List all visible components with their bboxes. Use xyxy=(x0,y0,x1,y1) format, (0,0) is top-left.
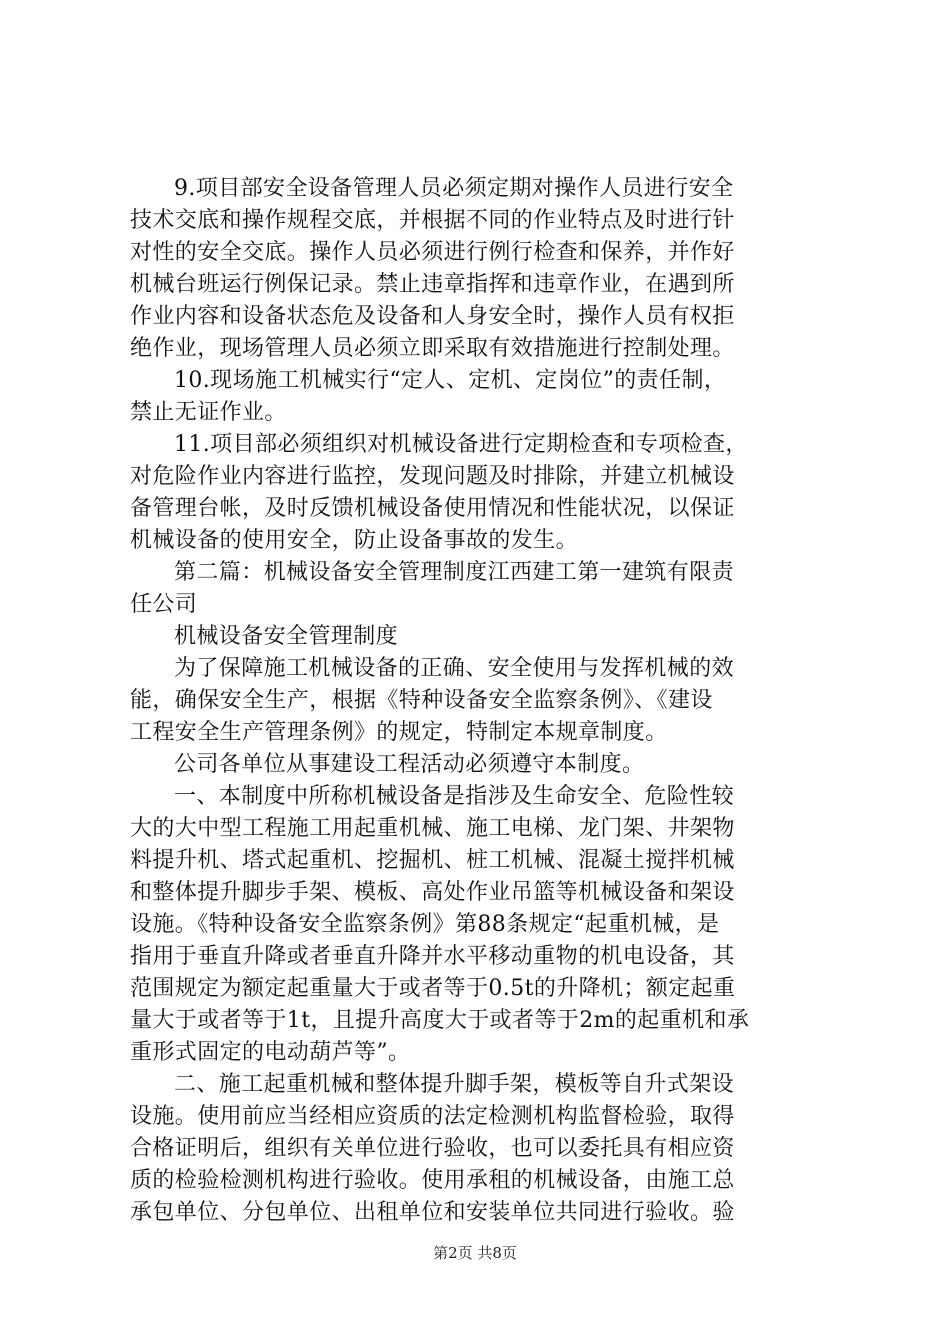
text-line: 为了保障施工机械设备的正确、安全使用与发挥机械的效 xyxy=(174,656,735,681)
text-line: 设施。使用前应当经相应资质的法定检测机构监督检验，取得 xyxy=(130,1104,735,1129)
text-line: 一、本制度中所称机械设备是指涉及生命安全、危险性较 xyxy=(174,784,735,809)
page-footer: 第2页 共8页 xyxy=(433,1244,517,1262)
text-line: 10.现场施工机械实行“定人、定机、定岗位”的责任制， xyxy=(174,368,727,393)
text-line: 大的大中型工程施工用起重机械、施工电梯、龙门架、井架物 xyxy=(130,816,735,841)
text-line: 作业内容和设备状态危及设备和人身安全时，操作人员有权拒 xyxy=(130,304,735,329)
text-line: 能，确保安全生产，根据《特种设备安全监察条例》、《建设 xyxy=(130,688,713,713)
text-line: 公司各单位从事建设工程活动必须遵守本制度。 xyxy=(174,752,645,777)
text-line: 任公司 xyxy=(130,592,198,617)
text-line: 二、施工起重机械和整体提升脚手架，模板等自升式架设 xyxy=(174,1072,735,1097)
text-line: 技术交底和操作规程交底，并根据不同的作业特点及时进行针 xyxy=(130,208,735,233)
text-line: 和整体提升脚步手架、模板、高处作业吊篮等机械设备和架设 xyxy=(130,880,735,905)
text-line: 设施。《特种设备安全监察条例》第88条规定“起重机械，是 xyxy=(130,912,720,937)
text-line: 绝作业，现场管理人员必须立即采取有效措施进行控制处理。 xyxy=(130,336,735,361)
text-line: 机械设备的使用安全，防止设备事故的发生。 xyxy=(130,528,579,553)
text-line: 备管理台帐，及时反馈机械设备使用情况和性能状况，以保证 xyxy=(130,496,735,521)
text-line: 承包单位、分包单位、出租单位和安装单位共同进行验收。验 xyxy=(130,1200,735,1225)
text-line: 机械台班运行例保记录。禁止违章指挥和违章作业，在遇到所 xyxy=(130,272,735,297)
text-line: 机械设备安全管理制度 xyxy=(174,624,399,649)
text-line: 质的检验检测机构进行验收。使用承租的机械设备，由施工总 xyxy=(130,1168,735,1193)
text-line: 合格证明后，组织有关单位进行验收，也可以委托具有相应资 xyxy=(130,1136,735,1161)
text-line: 指用于垂直升降或者垂直升降并水平移动重物的机电设备，其 xyxy=(130,944,735,969)
text-line: 工程安全生产管理条例》的规定，特制定本规章制度。 xyxy=(130,720,668,745)
text-line: 料提升机、塔式起重机、挖掘机、桩工机械、混凝土搅拌机械 xyxy=(130,848,735,873)
text-line: 对危险作业内容进行监控，发现问题及时排除，并建立机械设 xyxy=(130,464,735,489)
text-line: 对性的安全交底。操作人员必须进行例行检查和保养，并作好 xyxy=(130,240,735,265)
text-line: 9.项目部安全设备管理人员必须定期对操作人员进行安全 xyxy=(174,176,734,201)
text-line: 第二篇：机械设备安全管理制度江西建工第一建筑有限责 xyxy=(174,560,735,585)
document-body xyxy=(130,173,820,1229)
text-line: 重形式固定的电动葫芦等”。 xyxy=(130,1040,411,1065)
text-line: 量大于或者等于1t，且提升高度大于或者等于2m的起重机和承 xyxy=(130,1008,750,1033)
text-line: 禁止无证作业。 xyxy=(130,400,287,425)
text-line: 范围规定为额定起重量大于或者等于0.5t的升降机；额定起重 xyxy=(130,976,736,1001)
text-line: 11.项目部必须组织对机械设备进行定期检查和专项检查， xyxy=(174,432,748,457)
